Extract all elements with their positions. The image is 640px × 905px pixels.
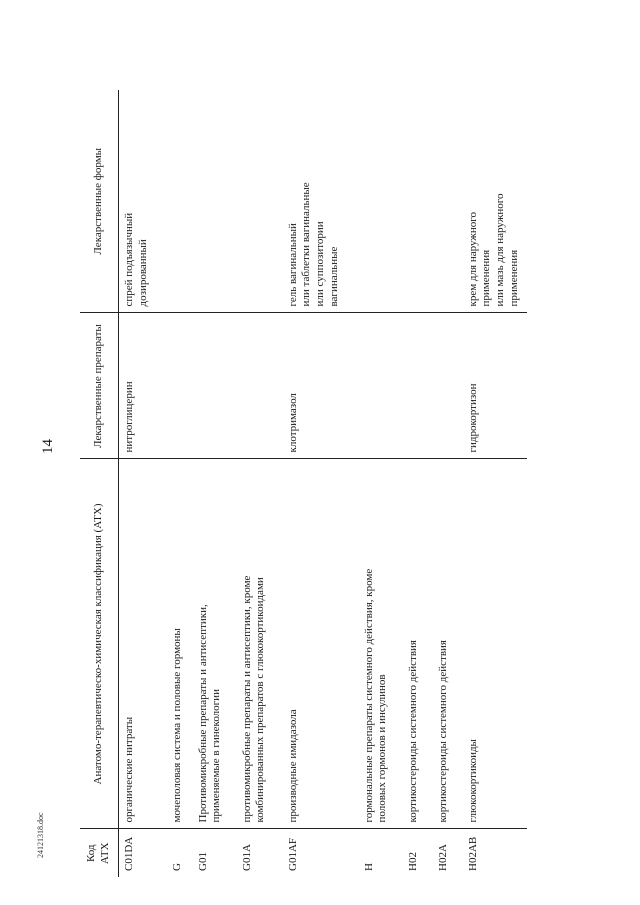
cell-code: C01DA	[123, 836, 135, 871]
cell-form	[167, 90, 193, 313]
cell-code: H	[362, 863, 375, 871]
cell-class: кортикостероиды системного действия	[403, 459, 433, 829]
table-row	[359, 90, 403, 877]
cell-drug: клотримазол	[283, 313, 359, 459]
cell-form	[193, 90, 237, 313]
cell-form	[403, 90, 433, 313]
cell-drug: гидрокортизон	[463, 313, 527, 459]
cell-form	[433, 90, 463, 313]
cell-form: спрей подъязычный дозированный	[119, 90, 167, 313]
cell-class: глюкокортикоиды	[463, 459, 527, 829]
cell-drug: нитроглицерин	[119, 313, 167, 459]
header-classification: Анатомо-терапевтическо-химическая классификация (АТХ)	[80, 459, 119, 829]
cell-class: кортикостероиды системного действия	[433, 459, 463, 829]
cell-code: G01A	[240, 844, 253, 871]
cell-class: противомикробные препараты и антисептики, кроме комбинированных препаратов с глюкокортикоидами	[237, 459, 283, 829]
cell-code: G01AF	[286, 837, 299, 871]
cell-drug	[237, 313, 283, 459]
table-row	[403, 90, 433, 877]
atc-table-rotated	[80, 90, 640, 877]
table-row	[119, 90, 167, 877]
cell-code: G01	[196, 852, 209, 871]
cell-drug	[193, 313, 237, 459]
cell-code: H02A	[436, 844, 449, 871]
table-row	[237, 90, 283, 877]
cell-form: гель вагинальный или таблетки вагинальные или суппозитории вагинальные	[283, 90, 359, 313]
cell-drug	[403, 313, 433, 459]
page-number: 14	[40, 439, 56, 454]
cell-form: крем для наружного применения или мазь для наружного применения	[463, 90, 527, 313]
cell-code: H02AB	[466, 836, 479, 871]
cell-class: мочеполовая система и половые гормоны	[167, 459, 193, 829]
cell-drug	[359, 313, 403, 459]
cell-code: G	[170, 863, 183, 871]
cell-drug	[167, 313, 193, 459]
header-drugs: Лекарственные препараты	[80, 313, 119, 459]
document-footer: 24121318.doc	[36, 812, 45, 858]
cell-code: H02	[406, 852, 419, 871]
cell-class: Противомикробные препараты и антисептики, применяемые в гинекологии	[193, 459, 237, 829]
cell-class: органические нитраты	[119, 459, 167, 829]
table-row	[283, 90, 359, 877]
cell-class: производные имидазола	[283, 459, 359, 829]
table-header-row	[80, 90, 119, 877]
table-row	[433, 90, 463, 877]
cell-class: гормональные препараты системного действия, кроме половых гормонов и инсулинов	[359, 459, 403, 829]
cell-drug	[433, 313, 463, 459]
header-code: Код АТХ	[80, 829, 119, 877]
table-row	[463, 90, 527, 877]
cell-form	[359, 90, 403, 313]
table-row	[167, 90, 193, 877]
header-forms: Лекарственные формы	[80, 90, 119, 313]
cell-form	[237, 90, 283, 313]
atc-table	[80, 90, 527, 877]
table-row	[193, 90, 237, 877]
